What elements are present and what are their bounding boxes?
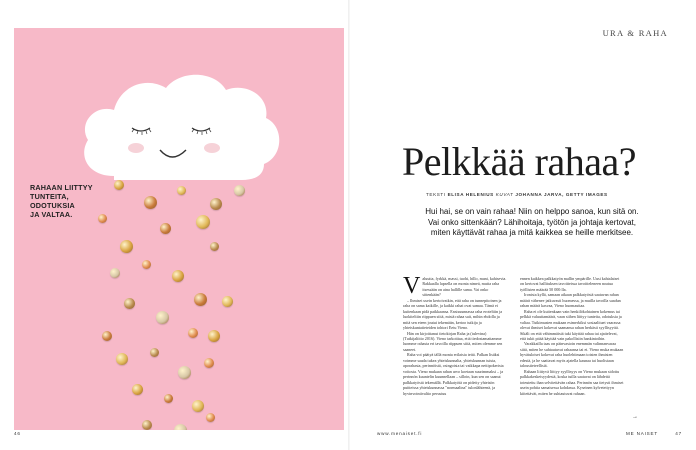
- coin: [188, 328, 198, 338]
- coin: [222, 296, 233, 307]
- caption-line: RAHAAN LIITTYY: [30, 183, 93, 192]
- coin: [210, 242, 219, 251]
- body-paragraph: Raha ei ole kuitenkaan vain henkilökohtainen kokemus tai pelkkä valuuttamäärä, vaan siihen liittyy tunteita, odotuksia ja valtaa. Tutkimusten mukaan esimerkiksi sosiaalituet vaarassa olevat ihmiset kokevat saamansa rahan herkästi syyllisyyttä. Sikäli on että vähimmäistä tuki käyttää rahaa tai ajattelevat, että tukit pitää käyttää vain pakollisiin hankintoihin.: [520, 308, 622, 341]
- article-credits: [426, 192, 608, 197]
- body-paragraph: Raha voi päätyä tällä monia erilaisia teitä. Palkan lisäksi voimme saada tukea yhteiskunnalta, yhteiskunnan tuista, aporahasta, perinnöistä, osingoista tai vaikkapa nettipokerista voitosta. Vieno mukaan rahan arvo koetaan suurimmaksi – ja perinnön kuuntelin kuunnellaan – silloin, kun sen on saanut palkkatyöstä tekemällä. Palkkatyötä on pidetty yhteisön puitteissa yhteiskunnassa "normaalina" tulonlähteenä, ja hyvinvointivaltio perustuu: [403, 352, 504, 396]
- spread-gutter: [348, 0, 350, 450]
- credits-text-label: TEKSTI: [426, 192, 446, 197]
- coin: [150, 348, 159, 357]
- body-paragraph: Hän on kirjoittanut tietokirjan Raha ja (tulevina) (Tutkijaliitto 2016). Vieno tarkoittaa, että tiedostamattamme luomme rahasta eri tavoilla riippuen siitä, miten olemme sen saaneet.: [403, 330, 503, 352]
- footer-url[interactable]: www.menaiset.fi: [377, 431, 423, 436]
- article-lead: Hui hai, se on vain rahaa! Niin on helppo sanoa, kun sitä on. Vai onko sittenkään? Lähihoitaja, työtön ja johtaja kertovat, miten käyttävät rahaa ja mitä kaikkea se heille merkitsee.: [425, 207, 639, 237]
- caption-line: JA VALTAA.: [30, 210, 73, 219]
- section-label: URA & RAHA: [602, 28, 668, 38]
- body-paragraph: aluutta, fyrkkä, massi, tuohi, hillo, mani, kahisevia. Rakkaalla lapsella on monta nimeä, mutta raha itsessään on aina hallille sama. Vai onko sittenkään?: [422, 276, 507, 298]
- page-number-right: 47: [675, 431, 682, 436]
- coin: [234, 185, 245, 196]
- body-column-1: [403, 273, 507, 396]
- article-headline: Pelkkää rahaa?: [402, 139, 636, 184]
- drop-cap: V: [403, 273, 421, 299]
- coin: [164, 394, 173, 403]
- coin: [110, 268, 120, 278]
- coin: [124, 298, 135, 309]
- coin: [144, 196, 157, 209]
- coin: [114, 180, 124, 190]
- coin: [194, 293, 207, 306]
- cloud-coin-photo: [14, 28, 344, 430]
- coin: [174, 424, 187, 430]
- coin: [177, 186, 186, 195]
- page-number-left: 46: [14, 431, 21, 436]
- body-paragraph: Rahaan liittyvä liittyy syyllisyys on Vieno mukaan sidottu palkkakeskeisyydestä, koska tuilla saatavat on lähdettä toteutettu ihan selvitettävän rahaa. Perinnön saa tietysti ihmiset usein pohtia samaisessa kohdassa. Kyseinen kylvetettyyn kiitettävät, miten he suhtautuvat rahaan.: [520, 368, 624, 396]
- coin: [142, 420, 152, 430]
- coin: [120, 240, 133, 253]
- coin: [210, 198, 222, 210]
- coin: [132, 384, 143, 395]
- body-column-2: [520, 276, 624, 396]
- caption-line: TUNTEITA,: [30, 192, 69, 201]
- body-paragraph: – Ihmiset usein kertoivatkin, että raha on tunnepitoinen ja raha on sama kaikille, ja kaikki rahat ovat samaa. Tämä ei kuitenkaan pidä paikkaansa. Ensisuunnassa raha eroteltiin ja luokiteltiin riippuen siitä, mistä rahaa sait, mihin ehdolla ja mitä sen eteen joutui tekemään, kertoo tutkija ja yhteiskuntatieteiden tohtori Eetu Vieno.: [403, 297, 503, 331]
- coin: [156, 311, 169, 324]
- body-paragraph: Ironista kyllä, samaan aikaan palkkatyöstä saatavan rahan määrä vähenee jatkuvasti huomessa, ja muilla tavoilla saadun rahan määrä kasvaa, Vieno huomauttaa.: [520, 292, 621, 309]
- caption-line: ODOTUKSIA: [30, 201, 75, 210]
- credits-text-author: ELISA HELENIUS: [447, 192, 494, 197]
- coin: [142, 260, 151, 269]
- coin: [206, 413, 215, 422]
- credits-images-label: KUVAT: [495, 192, 514, 197]
- footer-brand: ME NAISET: [626, 431, 658, 436]
- photo-caption: [30, 183, 110, 219]
- coin: [192, 400, 204, 412]
- coin: [160, 223, 171, 234]
- coin: [102, 331, 112, 341]
- continue-arrow-icon: →: [632, 414, 638, 420]
- coin: [172, 270, 184, 282]
- body-paragraph: Varakkailla taas on päinvastoin enemmän valinnanvaraa siitä, miten he suhtautuvat rahaansa tai ei. Vieno muka mukaan hyvätuloiset kokevat raha huolehtimaan toisten ihmisten edestä, ja he saattavat myös ajatella kaunaa tai huolistaan taloustieteellisiä.: [520, 341, 624, 369]
- body-paragraph: ennen kaikkea palkkatyön mallin ympärille. Uusi kahtalaiset on kertovat hallituksen tavoitteissa tavoitteleneen noatua työllisten määrää 50 000:lla.: [520, 276, 620, 292]
- coin: [204, 358, 214, 368]
- cloud-illustration: [74, 68, 286, 188]
- coin: [116, 353, 128, 365]
- coin: [208, 330, 220, 342]
- coin: [196, 215, 210, 229]
- left-margin: [0, 0, 14, 450]
- coin: [178, 366, 191, 379]
- credits-images-author: JOHANNA JARVA, GETTY IMAGES: [515, 192, 608, 197]
